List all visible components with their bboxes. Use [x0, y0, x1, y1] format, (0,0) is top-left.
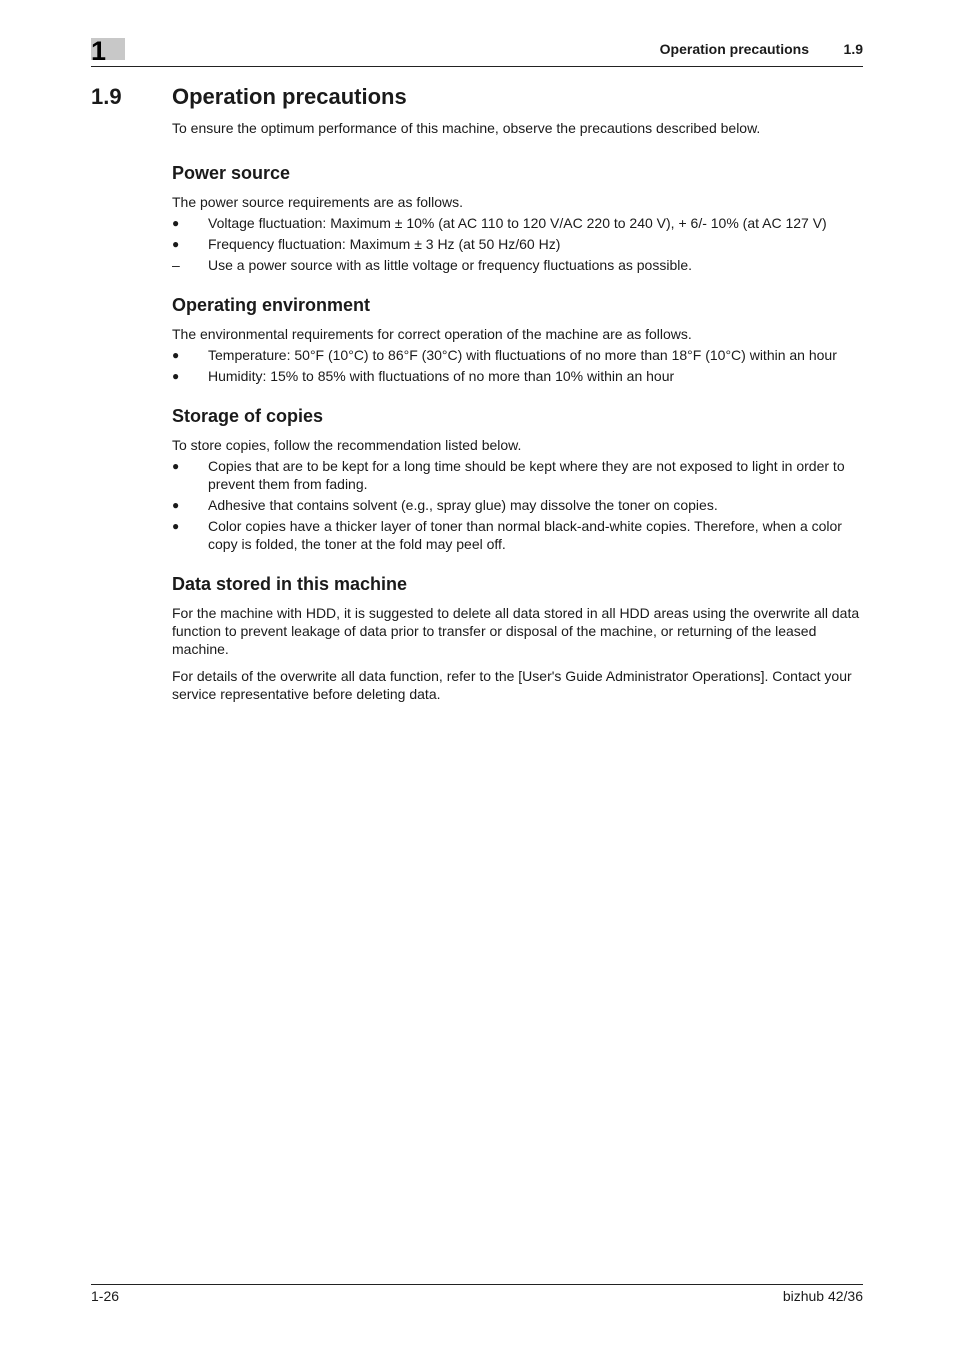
- data-stored-heading: Data stored in this machine: [172, 574, 408, 594]
- list-item: [172, 214, 864, 232]
- list-item-text: Use a power source with as little voltage or frequency fluctuations as possible.: [208, 257, 693, 273]
- list-item: [172, 235, 864, 253]
- section-title: Operation precautions: [172, 84, 407, 109]
- list-item: [172, 517, 864, 553]
- list-item: [172, 256, 864, 274]
- list-item: [172, 367, 864, 385]
- bullet-marker: ●: [172, 216, 180, 230]
- list-item: [172, 496, 864, 514]
- list-item-text: Color copies have a thicker layer of toner than normal black-and-white copies. Therefore, when a color copy is folded, the toner at the fold may peel off.: [208, 518, 842, 552]
- operating-environment-list: [172, 346, 864, 385]
- power-source-lead: The power source requirements are as follows.: [172, 194, 464, 210]
- operating-environment-lead: The environmental requirements for correct operation of the machine are as follows.: [172, 326, 692, 342]
- page-footer: [91, 1284, 863, 1304]
- list-item-text: Copies that are to be kept for a long time should be kept where they are not exposed to light in order to prevent them from fading.: [208, 458, 845, 492]
- bullet-marker: ●: [172, 369, 180, 383]
- power-source-heading: Power source: [172, 163, 291, 183]
- data-stored-paragraph: For the machine with HDD, it is suggested to delete all data stored in all HDD areas using the overwrite all data function to prevent leakage of data prior to transfer or disposal of the machine, or returning of the leased machine.: [172, 605, 860, 657]
- power-source-list: [172, 214, 864, 274]
- page-number: 1-26: [91, 1288, 120, 1304]
- list-item-text: Temperature: 50°F (10°C) to 86°F (30°C) with fluctuations of no more than 18°F (10°C) within an hour: [208, 347, 837, 363]
- storage-lead: To store copies, follow the recommendation listed below.: [172, 437, 522, 453]
- storage-heading: Storage of copies: [172, 406, 324, 426]
- header-title: Operation precautions: [659, 41, 809, 57]
- list-item: [172, 346, 864, 364]
- chapter-number: 1: [91, 36, 107, 66]
- data-stored-paragraph: For details of the overwrite all data function, refer to the [User's Guide Administrator Operations]. Contact your service representative before deleting data.: [172, 668, 852, 702]
- bullet-marker: ●: [172, 237, 180, 251]
- header-section-number: 1.9: [843, 41, 863, 57]
- bullet-marker: ●: [172, 498, 180, 512]
- section-intro: To ensure the optimum performance of this machine, observe the precautions described below.: [172, 120, 761, 136]
- list-item-text: Frequency fluctuation: Maximum ± 3 Hz (at 50 Hz/60 Hz): [208, 236, 561, 252]
- list-item-text: Humidity: 15% to 85% with fluctuations of no more than 10% within an hour: [208, 368, 675, 384]
- bullet-marker: ●: [172, 519, 180, 533]
- bullet-marker: ●: [172, 348, 180, 362]
- bullet-marker: ●: [172, 459, 180, 473]
- storage-list: [172, 457, 864, 553]
- list-item-text: Voltage fluctuation: Maximum ± 10% (at AC 110 to 120 V/AC 220 to 240 V), + 6/- 10% (at AC 127 V): [208, 215, 827, 231]
- list-item-text: Adhesive that contains solvent (e.g., spray glue) may dissolve the toner on copies.: [208, 497, 718, 513]
- operating-environment-heading: Operating environment: [172, 295, 371, 315]
- dash-marker: –: [172, 257, 180, 273]
- page-header: [91, 38, 863, 67]
- section-number: 1.9: [91, 84, 122, 109]
- page-content: [172, 119, 864, 712]
- list-item: [172, 457, 864, 493]
- product-name: bizhub 42/36: [782, 1288, 863, 1304]
